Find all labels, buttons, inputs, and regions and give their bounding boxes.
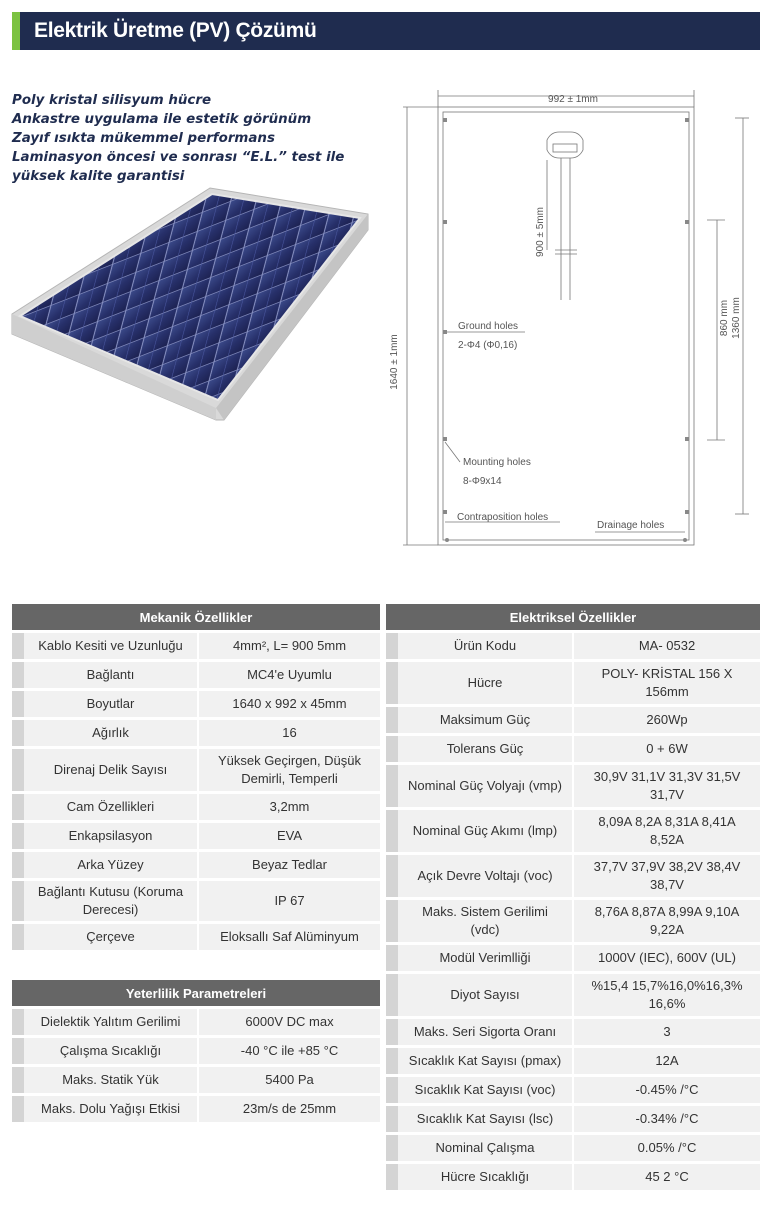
- row-value: 6000V DC max: [199, 1009, 380, 1035]
- row-marker: [386, 1135, 398, 1161]
- row-value: Beyaz Tedlar: [199, 852, 380, 878]
- row-value: EVA: [199, 823, 380, 849]
- ground-holes-spec: 2-Φ4 (Φ0,16): [458, 340, 518, 351]
- row-marker: [12, 691, 24, 717]
- row-label: Nominal Çalışma: [398, 1135, 572, 1161]
- table-row: [12, 924, 380, 950]
- table-row: [12, 794, 380, 820]
- row-marker: [386, 900, 398, 942]
- row-marker: [386, 1077, 398, 1103]
- row-value: -0.34% /°C: [574, 1106, 760, 1132]
- row-marker: [386, 736, 398, 762]
- hole-span-label: 1360 mm: [731, 297, 742, 339]
- row-label: Sıcaklık Kat Sayısı (voc): [398, 1077, 572, 1103]
- row-label: Modül Verimlliği: [398, 945, 572, 971]
- row-value: 12A: [574, 1048, 760, 1074]
- table-header: Elektriksel Özellikler: [386, 604, 760, 630]
- row-marker: [386, 855, 398, 897]
- row-value: 8,76A 8,87A 8,99A 9,10A 9,22A: [574, 900, 760, 942]
- row-label: Maks. Statik Yük: [24, 1067, 197, 1093]
- table-row: [12, 749, 380, 791]
- row-value: 260Wp: [574, 707, 760, 733]
- row-marker: [12, 794, 24, 820]
- row-marker: [386, 633, 398, 659]
- table-row: [12, 852, 380, 878]
- table-row: [386, 707, 760, 733]
- table-row: [12, 1096, 380, 1122]
- row-label: Çerçeve: [24, 924, 197, 950]
- feature-item: Poly kristal silisyum hücre: [12, 93, 212, 108]
- table-row: [386, 855, 760, 897]
- row-marker: [386, 1048, 398, 1074]
- table-row: [386, 765, 760, 807]
- table-row: [386, 1135, 760, 1161]
- row-marker: [386, 662, 398, 704]
- row-label: Direnaj Delik Sayısı: [24, 749, 197, 791]
- row-label: Bağlantı: [24, 662, 197, 688]
- table-row: [386, 945, 760, 971]
- row-value: 1640 x 992 x 45mm: [199, 691, 380, 717]
- table-row: [12, 691, 380, 717]
- row-label: Diyot Sayısı: [398, 974, 572, 1016]
- ground-holes-title: Ground holes: [458, 321, 519, 332]
- row-marker: [386, 810, 398, 852]
- row-marker: [12, 749, 24, 791]
- row-marker: [12, 852, 24, 878]
- row-value: MA- 0532: [574, 633, 760, 659]
- feature-item: Zayıf ısıkta mükemmel performans: [12, 131, 275, 146]
- row-value: 37,7V 37,9V 38,2V 38,4V 38,7V: [574, 855, 760, 897]
- row-label: Kablo Kesiti ve Uzunluğu: [24, 633, 197, 659]
- row-marker: [12, 1009, 24, 1035]
- row-label: Enkapsilasyon: [24, 823, 197, 849]
- row-marker: [12, 1067, 24, 1093]
- row-value: 0 + 6W: [574, 736, 760, 762]
- row-label: Ürün Kodu: [398, 633, 572, 659]
- table-row: [12, 1038, 380, 1064]
- row-value: 5400 Pa: [199, 1067, 380, 1093]
- table-row: [386, 1048, 760, 1074]
- row-label: Çalışma Sıcaklığı: [24, 1038, 197, 1064]
- row-label: Sıcaklık Kat Sayısı (pmax): [398, 1048, 572, 1074]
- row-value: 1000V (IEC), 600V (UL): [574, 945, 760, 971]
- table-row: [386, 1077, 760, 1103]
- row-marker: [12, 1096, 24, 1122]
- table-row: [386, 900, 760, 942]
- row-marker: [12, 823, 24, 849]
- row-value: Eloksallı Saf Alüminyum: [199, 924, 380, 950]
- mounting-holes-spec: 8-Φ9x14: [463, 476, 502, 487]
- row-label: Açık Devre Voltajı (voc): [398, 855, 572, 897]
- row-value: -0.45% /°C: [574, 1077, 760, 1103]
- row-marker: [12, 924, 24, 950]
- table-row: [12, 1009, 380, 1035]
- row-value: IP 67: [199, 881, 380, 921]
- table-row: [386, 974, 760, 1016]
- row-label: Hücre: [398, 662, 572, 704]
- page-title: Elektrik Üretme (PV) Çözümü: [34, 19, 317, 42]
- row-marker: [386, 974, 398, 1016]
- row-label: Boyutlar: [24, 691, 197, 717]
- row-label: Arka Yüzey: [24, 852, 197, 878]
- row-value: POLY- KRİSTAL 156 X 156mm: [574, 662, 760, 704]
- row-label: Cam Özellikleri: [24, 794, 197, 820]
- row-marker: [386, 707, 398, 733]
- table-row: [12, 1067, 380, 1093]
- row-marker: [386, 1106, 398, 1132]
- row-value: 3,2mm: [199, 794, 380, 820]
- row-label: Maks. Seri Sigorta Oranı: [398, 1019, 572, 1045]
- row-value: 3: [574, 1019, 760, 1045]
- table-row: [12, 720, 380, 746]
- table-row: [386, 736, 760, 762]
- row-label: Tolerans Güç: [398, 736, 572, 762]
- header-accent-bar: [12, 12, 20, 50]
- row-label: Maks. Dolu Yağışı Etkisi: [24, 1096, 197, 1122]
- table-row: [12, 662, 380, 688]
- row-label: Hücre Sıcaklığı: [398, 1164, 572, 1190]
- table-row: [386, 1106, 760, 1132]
- row-label: Maks. Sistem Gerilimi (vdc): [398, 900, 572, 942]
- row-marker: [386, 945, 398, 971]
- row-label: Bağlantı Kutusu (Koruma Derecesi): [24, 881, 197, 921]
- feature-item: Laminasyon öncesi ve sonrası “E.L.” test ile yüksek kalite garantisi: [12, 150, 345, 184]
- row-value: -40 °C ile +85 °C: [199, 1038, 380, 1064]
- table-row: [12, 881, 380, 921]
- width-dimension-label: 992 ± 1mm: [548, 94, 598, 105]
- row-value: 23m/s de 25mm: [199, 1096, 380, 1122]
- row-value: 8,09A 8,2A 8,31A 8,41A 8,52A: [574, 810, 760, 852]
- row-value: 4mm², L= 900 5mm: [199, 633, 380, 659]
- feature-item: Ankastre uygulama ile estetik görünüm: [12, 112, 312, 127]
- table-row: [12, 823, 380, 849]
- row-marker: [12, 662, 24, 688]
- row-marker: [386, 1164, 398, 1190]
- table-row: [386, 633, 760, 659]
- mount-span-label: 860 mm: [719, 299, 730, 337]
- row-value: 16: [199, 720, 380, 746]
- table-row: [386, 662, 760, 704]
- row-value: 0.05% /°C: [574, 1135, 760, 1161]
- feature-list: [12, 91, 372, 186]
- row-label: Maksimum Güç: [398, 707, 572, 733]
- row-marker: [12, 881, 24, 921]
- table-header: Yeterlilik Parametreleri: [12, 980, 380, 1006]
- height-dimension-label: 1640 ± 1mm: [389, 334, 400, 390]
- mounting-holes-title: Mounting holes: [463, 457, 531, 468]
- row-label: Ağırlık: [24, 720, 197, 746]
- row-label: Nominal Güç Akımı (lmp): [398, 810, 572, 852]
- contraposition-holes-label: Contraposition holes: [457, 512, 549, 523]
- table-row: [386, 810, 760, 852]
- drainage-holes-label: Drainage holes: [597, 520, 665, 531]
- row-value: 45 2 °C: [574, 1164, 760, 1190]
- table-row: [386, 1164, 760, 1190]
- row-marker: [12, 720, 24, 746]
- dimension-drawing: [385, 82, 755, 562]
- row-marker: [12, 1038, 24, 1064]
- row-marker: [386, 765, 398, 807]
- row-label: Nominal Güç Volyajı (vmp): [398, 765, 572, 807]
- row-value: 30,9V 31,1V 31,3V 31,5V 31,7V: [574, 765, 760, 807]
- row-value: MC4'e Uyumlu: [199, 662, 380, 688]
- solar-panel-image: [6, 186, 374, 422]
- table-row: [12, 633, 380, 659]
- page-header: [12, 12, 760, 50]
- row-label: Sıcaklık Kat Sayısı (lsc): [398, 1106, 572, 1132]
- row-value: %15,4 15,7%16,0%16,3% 16,6%: [574, 974, 760, 1016]
- table-header: Mekanik Özellikler: [12, 604, 380, 630]
- row-value: Yüksek Geçirgen, Düşük Demirli, Temperli: [199, 749, 380, 791]
- table-row: [386, 1019, 760, 1045]
- row-label: Dielektik Yalıtım Gerilimi: [24, 1009, 197, 1035]
- row-marker: [12, 633, 24, 659]
- row-marker: [386, 1019, 398, 1045]
- cable-length-label: 900 ± 5mm: [535, 207, 546, 257]
